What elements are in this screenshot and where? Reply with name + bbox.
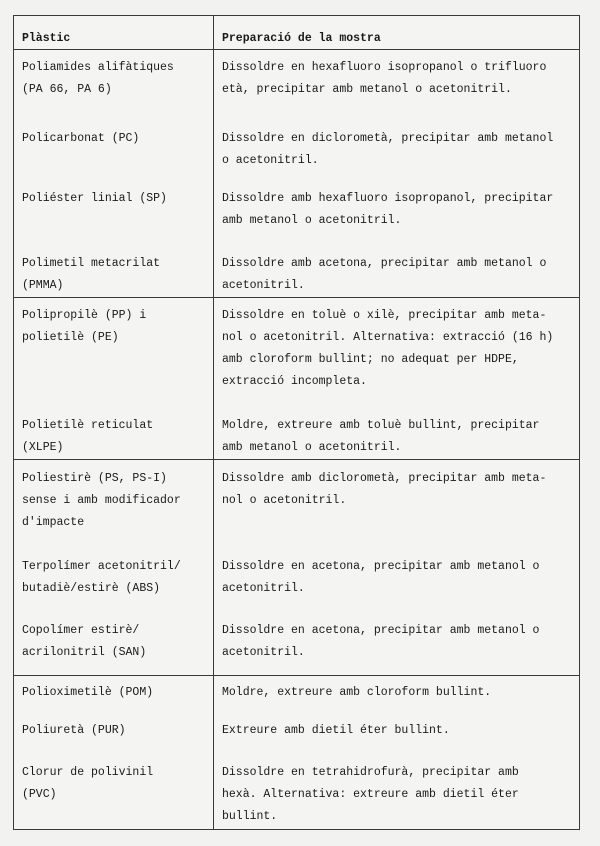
plastic-cell: Polioximetilè (POM) xyxy=(22,686,154,699)
group-rule xyxy=(14,459,579,460)
prep-cell: Dissoldre amb diclorometà, precipitar amb meta- nol o acetonitril. xyxy=(222,472,547,507)
prep-cell: Dissoldre en tetrahidrofurà, precipitar amb hexà. Alternativa: extreure amb dietil éter bullint. xyxy=(222,766,519,823)
column-divider xyxy=(213,16,214,829)
plastic-cell: Poliuretà (PUR) xyxy=(22,724,126,737)
plastic-cell: Copolímer estirè/ acrilonitril (SAN) xyxy=(22,624,147,659)
prep-cell: Dissoldre amb acetona, precipitar amb metanol o acetonitril. xyxy=(222,257,547,292)
plastic-cell: Polipropilè (PP) i polietilè (PE) xyxy=(22,309,147,344)
header-plastic: Plàstic xyxy=(22,32,71,45)
header-rule xyxy=(14,49,579,50)
prep-cell: Moldre, extreure amb cloroform bullint. xyxy=(222,686,492,699)
prep-cell: Dissoldre en hexafluoro isopropanol o trifluoro età, precipitar amb metanol o acetonitril. xyxy=(222,61,547,96)
plastic-cell: Terpolímer acetonitril/ butadiè/estirè (ABS) xyxy=(22,560,181,595)
samples-table xyxy=(13,15,580,830)
plastic-cell: Clorur de polivinil (PVC) xyxy=(22,766,154,801)
plastic-cell: Polimetil metacrilat (PMMA) xyxy=(22,257,161,292)
group-rule xyxy=(14,675,579,676)
prep-cell: Dissoldre en acetona, precipitar amb metanol o acetonitril. xyxy=(222,624,540,659)
plastic-cell: Polietilè reticulat (XLPE) xyxy=(22,419,154,454)
prep-cell: Moldre, extreure amb toluè bullint, precipitar amb metanol o acetonitril. xyxy=(222,419,540,454)
prep-cell: Dissoldre en toluè o xilè, precipitar amb meta- nol o acetonitril. Alternativa: extracció (16 h) amb cloroform bullint; no adequat per HDPE, extracció incompleta. xyxy=(222,309,554,388)
plastic-cell: Poliéster linial (SP) xyxy=(22,192,167,205)
prep-cell: Dissoldre en diclorometà, precipitar amb metanol o acetonitril. xyxy=(222,132,554,167)
plastic-cell: Policarbonat (PC) xyxy=(22,132,140,145)
header-preparation: Preparació de la mostra xyxy=(222,32,381,45)
plastic-cell: Poliamides alifàtiques (PA 66, PA 6) xyxy=(22,61,174,96)
group-rule xyxy=(14,297,579,298)
prep-cell: Extreure amb dietil éter bullint. xyxy=(222,724,450,737)
prep-cell: Dissoldre en acetona, precipitar amb metanol o acetonitril. xyxy=(222,560,540,595)
prep-cell: Dissoldre amb hexafluoro isopropanol, precipitar amb metanol o acetonitril. xyxy=(222,192,554,227)
plastic-cell: Poliestirè (PS, PS-I) sense i amb modificador d'impacte xyxy=(22,472,181,529)
